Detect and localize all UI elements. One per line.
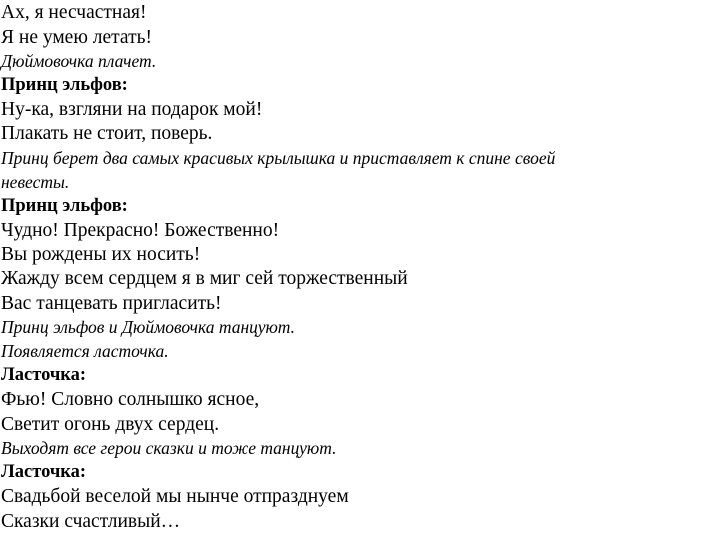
dialogue-line: Свадьбой веселой мы нынче отпразднуем xyxy=(1,486,349,507)
stage-direction: Появляется ласточка. xyxy=(1,341,169,361)
dialogue-line: Ах, я несчастная! xyxy=(1,2,147,23)
stage-direction: Принц эльфов и Дюймовочка танцуют. xyxy=(1,317,296,337)
dialogue-line: Жажду всем сердцем я в миг сей торжественный xyxy=(1,268,408,289)
stage-direction: Принц берет два самых красивых крылышка и приставляет к спине своей xyxy=(1,148,556,168)
speaker-label: Ласточка: xyxy=(1,462,87,482)
dialogue-line: Светит огонь двух сердец. xyxy=(1,414,220,435)
dialogue-line: Ну-ка, взгляни на подарок мой! xyxy=(1,99,263,120)
dialogue-line: Сказки счастливый… xyxy=(1,511,181,532)
dialogue-line: Чудно! Прекрасно! Божественно! xyxy=(1,220,280,241)
stage-direction: невесты. xyxy=(1,172,70,192)
speaker-label: Принц эльфов: xyxy=(1,75,128,95)
speaker-label: Ласточка: xyxy=(1,365,87,385)
dialogue-line: Вы рождены их носить! xyxy=(1,244,201,265)
stage-direction: Выходят все герои сказки и тоже танцуют. xyxy=(1,438,337,458)
dialogue-line: Вас танцевать пригласить! xyxy=(1,293,222,314)
speaker-label: Принц эльфов: xyxy=(1,196,128,216)
dialogue-line: Я не умею летать! xyxy=(1,27,152,48)
dialogue-line: Фью! Словно солнышко ясное, xyxy=(1,389,260,410)
dialogue-line: Плакать не стоит, поверь. xyxy=(1,123,213,144)
stage-direction: Дюймовочка плачет. xyxy=(1,51,157,71)
